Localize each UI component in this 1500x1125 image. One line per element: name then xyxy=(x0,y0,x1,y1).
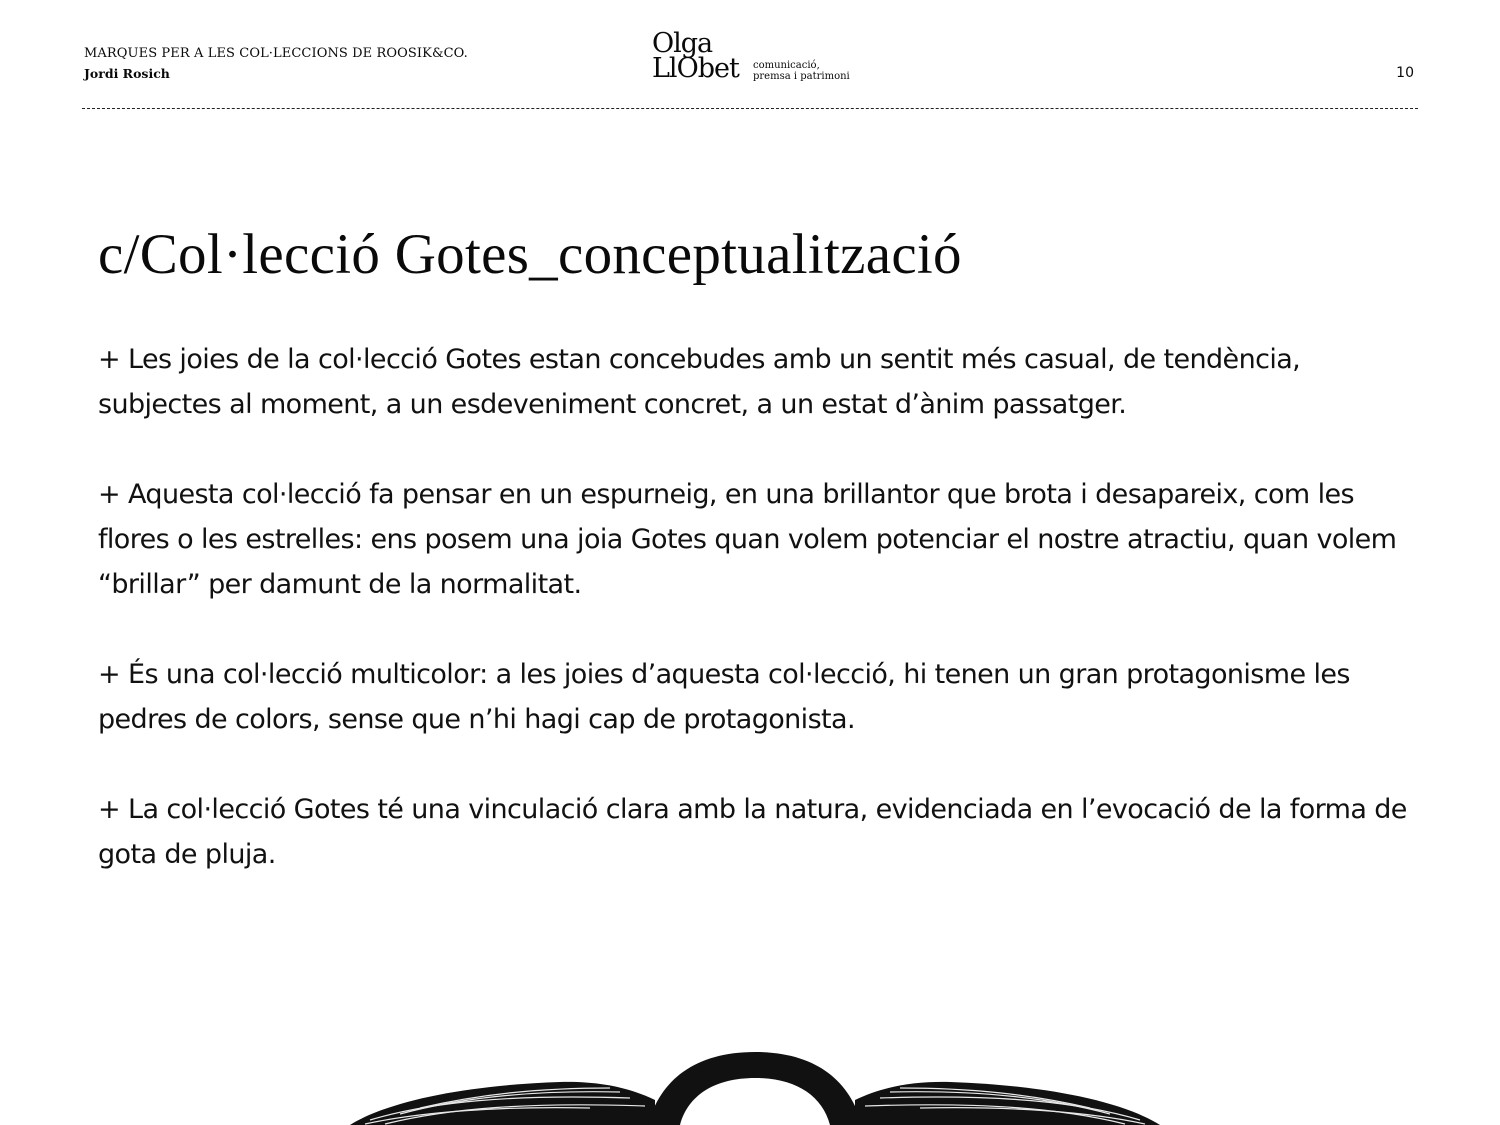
olga-llobet-logo xyxy=(652,30,852,88)
logo-tagline-line1: comunicació, xyxy=(753,60,820,71)
paragraph-2: + Aquesta col·lecció fa pensar en un espurneig, en una brillantor que brota i desapareix, com les flores o les estrelles: ens posem una joia Gotes quan volem potenciar el nostre atractiu, quan volem “brillar” per damunt de la normalitat. xyxy=(98,479,1397,600)
logo-last-name: LlObet xyxy=(652,53,739,84)
header-divider xyxy=(82,108,1418,109)
logo-tagline-line2: premsa i patrimoni xyxy=(753,71,850,82)
logo-first-name: Olga xyxy=(652,28,713,59)
author-name: Jordi Rosich xyxy=(84,66,170,81)
paragraph-4: + La col·lecció Gotes té una vinculació clara amb la natura, evidenciada en l’evocació de la forma de gota de pluja. xyxy=(98,794,1407,870)
logo-tagline xyxy=(753,60,850,82)
page-number: 10 xyxy=(1396,65,1414,81)
paragraph-1: + Les joies de la col·lecció Gotes estan concebudes amb un sentit més casual, de tendència, subjectes al moment, a un esdeveniment concret, a un estat d’ànim passatger. xyxy=(98,344,1301,420)
body-text xyxy=(98,337,1418,922)
series-title: MARQUES PER A LES COL·LECCIONS DE ROOSIK&CO. xyxy=(84,46,468,61)
page-title: c/Col·lecció Gotes_conceptualització xyxy=(98,223,962,286)
paragraph-3: + És una col·lecció multicolor: a les joies d’aquesta col·lecció, hi tenen un gran protagonisme les pedres de colors, sense que n’hi hagi cap de protagonista. xyxy=(98,659,1350,735)
drop-engraving-illustration xyxy=(330,1040,1180,1125)
page-header xyxy=(0,0,1500,120)
